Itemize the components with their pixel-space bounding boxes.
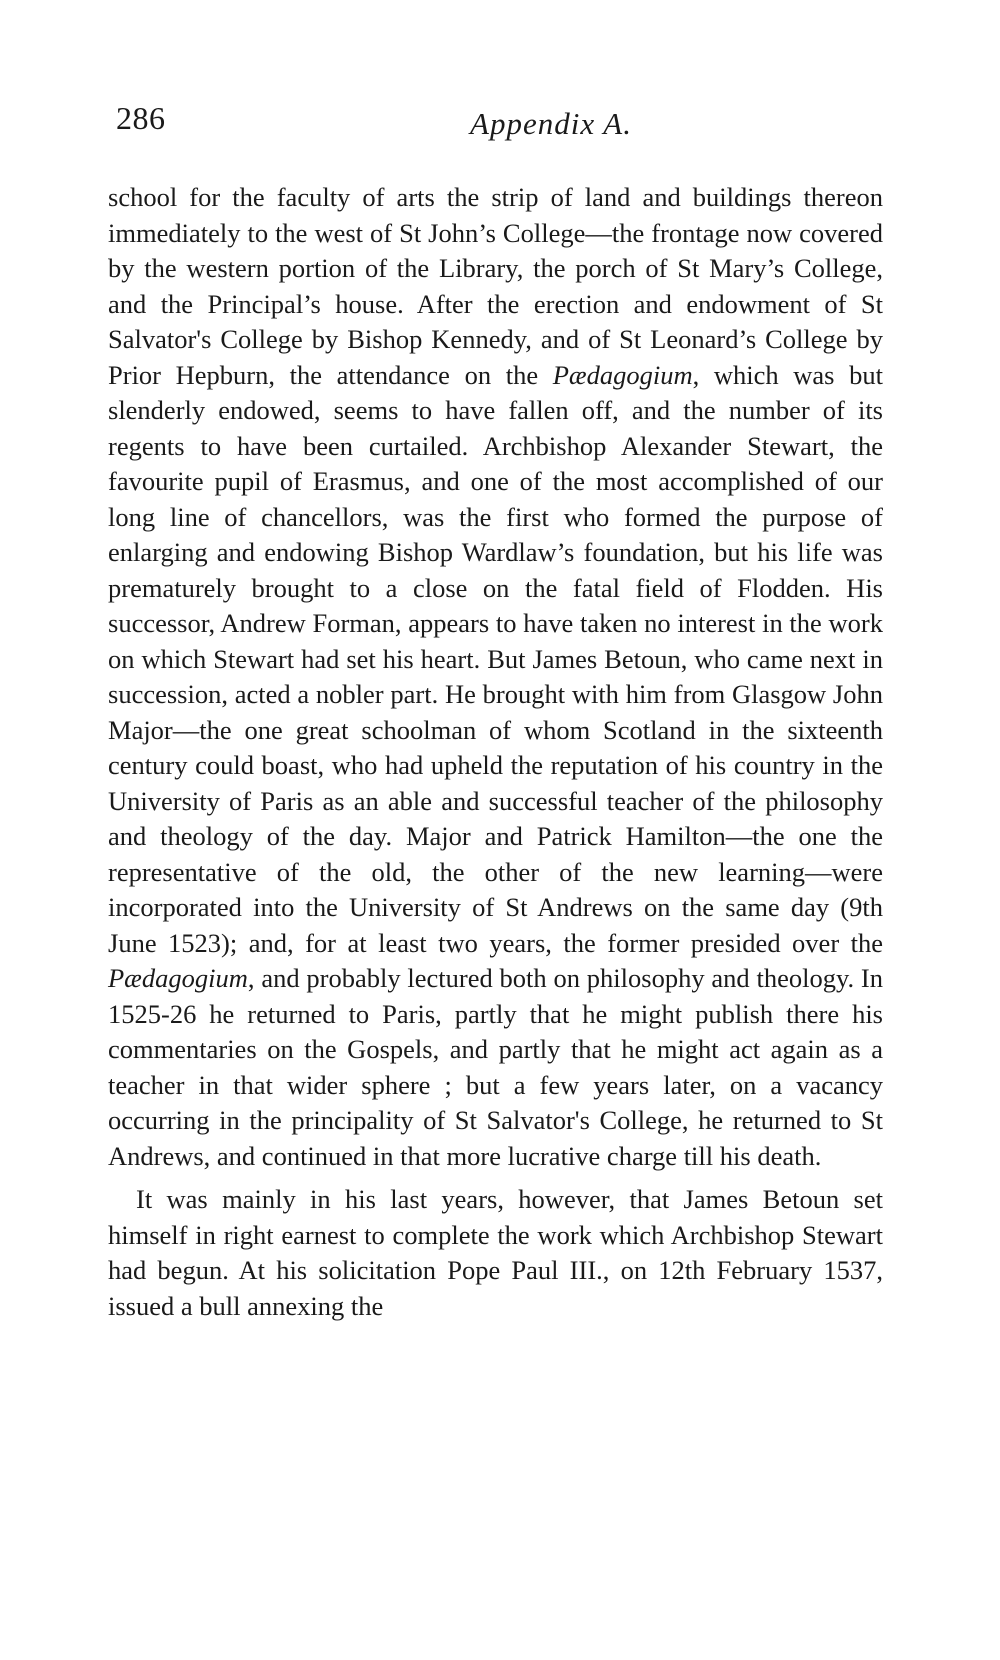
text-run: It was mainly in his last years, however, that James Betoun set himself in right earnest to complete the work which Archbishop Stewart had begun. At his solicitation Pope Paul III., on 12th February 1537, issued a bull annexing the	[108, 1184, 883, 1321]
paragraph	[108, 1182, 883, 1324]
body-text	[108, 180, 883, 1324]
italic-term: Pædagogium	[108, 963, 248, 993]
page-header	[116, 100, 936, 150]
paragraph	[108, 180, 883, 1174]
page-number: 286	[116, 100, 166, 136]
text-run: , which was but slenderly endowed, seems to have fallen off, and the number of its regents to have been curtailed. Archbishop Alexander Stewart, the favourite pupil of Erasmus, and one of the most accomplished of our long line of chancellors, was the first who formed the purpose of enlarging and endowing Bishop Wardlaw’s foundation, but his life was prematurely brought to a close on the fatal field of Flodden. His successor, Andrew Forman, appears to have taken no interest in the work on which Stewart had set his heart. But James Betoun, who came next in succession, acted a nobler part. He brought with him from Glasgow John Major—the one great schoolman of whom Scotland in the sixteenth century could boast, who had upheld the reputation of his country in the University of Paris as an able and successful teacher of the philosophy and theology of the day. Major and Patrick Hamilton—the one the representative of the old, the other of the new learning—were incorporated into the University of St Andrews on the same day (9th June 1523); and, for at least two years, the former presided over the	[108, 359, 883, 958]
text-run: , and probably lectured both on philosophy and theology. In 1525-26 he returned to Paris, partly that he might publish there his commentaries on the Gospels, and partly that he might act again as a teacher in that wider sphere ; but a few years later, on a vacancy occurring in the principality of St Salvator's College, he returned to St Andrews, and continued in that more lucrative charge till his death.	[108, 963, 883, 1171]
italic-term: Pædagogium	[552, 359, 693, 390]
running-head: Appendix A.	[470, 106, 632, 141]
text-run: school for the faculty of arts the strip of land and buildings thereon immediately to the west of St John’s College—the frontage now covered by the western portion of the Library, the porch of St Mary’s College, and the Principal’s house. After the erection and endowment of St Salvator's College by Bishop Kennedy, and of St Leonard’s College by Prior Hepburn, the attendance on the	[108, 182, 883, 390]
